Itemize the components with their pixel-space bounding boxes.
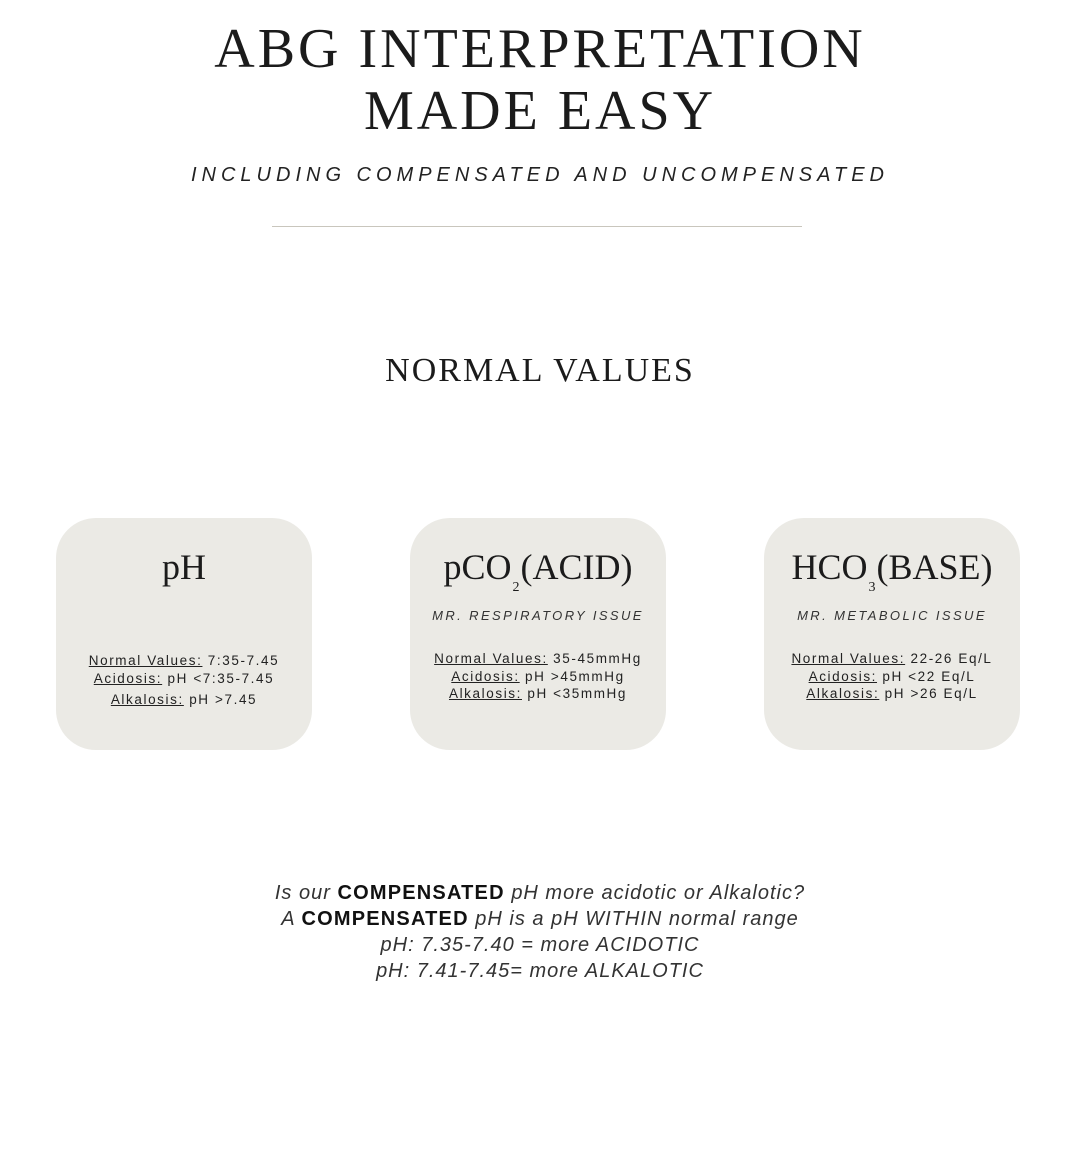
normal-values-value: 22-26 Eq/L: [910, 651, 993, 666]
alkalosis-value: pH <35mmHg: [527, 686, 628, 701]
alkalosis-label: Alkalosis:: [448, 686, 522, 701]
acidosis-label: Acidosis:: [93, 670, 163, 686]
note-text: Is our: [274, 882, 331, 904]
card-hco3: [764, 518, 1020, 750]
card-title-main: pCO: [443, 547, 512, 587]
card-title-subscript: 2: [512, 580, 520, 595]
alkalosis-line: [56, 691, 312, 709]
card-subtitle: MR. METABOLIC ISSUE: [797, 608, 987, 623]
card-title-main: pH: [162, 547, 206, 587]
card-pco2: [410, 518, 666, 750]
card-title-suffix: (BASE): [876, 547, 993, 587]
normal-values-value: 35-45mmHg: [553, 651, 642, 666]
normal-values-line: [56, 652, 312, 670]
card-title-suffix: (ACID): [520, 547, 633, 587]
alkalosis-line: [410, 685, 666, 703]
acidosis-value: pH >45mmHg: [525, 668, 625, 684]
acidosis-label: Acidosis:: [451, 668, 520, 684]
page-subtitle: INCLUDING COMPENSATED AND UNCOMPENSATED: [190, 164, 889, 186]
card-ph: [56, 518, 312, 750]
normal-values-line: [764, 650, 1020, 668]
acidosis-line: [56, 670, 312, 688]
acidosis-line: [764, 668, 1020, 686]
normal-values-label: Normal Values:: [791, 651, 906, 666]
acidosis-value: pH <22 Eq/L: [882, 668, 976, 684]
note-text: pH is a pH WITHIN normal range: [475, 908, 799, 930]
alkalosis-value: pH >26 Eq/L: [884, 686, 978, 701]
section-title: NORMAL VALUES: [385, 352, 695, 389]
card-title: [764, 546, 1020, 595]
normal-values-line: [410, 650, 666, 668]
card-title-main: HCO: [791, 547, 868, 587]
divider: [272, 226, 802, 227]
card-values: [764, 650, 1020, 703]
page-title: [0, 18, 1080, 142]
card-values: [56, 652, 312, 709]
card-values: [410, 650, 666, 703]
card-title: [410, 546, 666, 595]
card-title-subscript: 3: [868, 580, 876, 595]
acidosis-label: Acidosis:: [808, 668, 878, 684]
note-emphasis: COMPENSATED: [337, 882, 505, 904]
alkalosis-label: Alkalosis:: [110, 692, 184, 707]
normal-values-label: Normal Values:: [88, 653, 203, 668]
acidosis-value: pH <7:35-7.45: [167, 670, 275, 686]
note-emphasis: COMPENSATED: [301, 908, 469, 930]
alkalosis-value: pH >7.45: [189, 692, 258, 707]
title-line-1: ABG INTERPRETATION: [214, 18, 866, 80]
note-line-4: pH: 7.41-7.45= more ALKALOTIC: [376, 960, 704, 982]
title-line-2: MADE EASY: [363, 80, 717, 142]
note-text: pH more acidotic or Alkalotic?: [511, 882, 806, 904]
note-line-2: [0, 906, 1080, 932]
alkalosis-label: Alkalosis:: [806, 686, 880, 701]
normal-values-label: Normal Values:: [434, 651, 548, 666]
card-subtitle: MR. RESPIRATORY ISSUE: [432, 608, 644, 623]
note-text: A: [281, 908, 295, 930]
note-line-3: pH: 7.35-7.40 = more ACIDOTIC: [380, 934, 700, 956]
note-line-1: [0, 880, 1080, 906]
acidosis-line: [410, 668, 666, 686]
alkalosis-line: [764, 685, 1020, 703]
compensation-note: [0, 880, 1080, 984]
normal-values-value: 7:35-7.45: [207, 653, 280, 668]
card-title: [56, 546, 312, 588]
